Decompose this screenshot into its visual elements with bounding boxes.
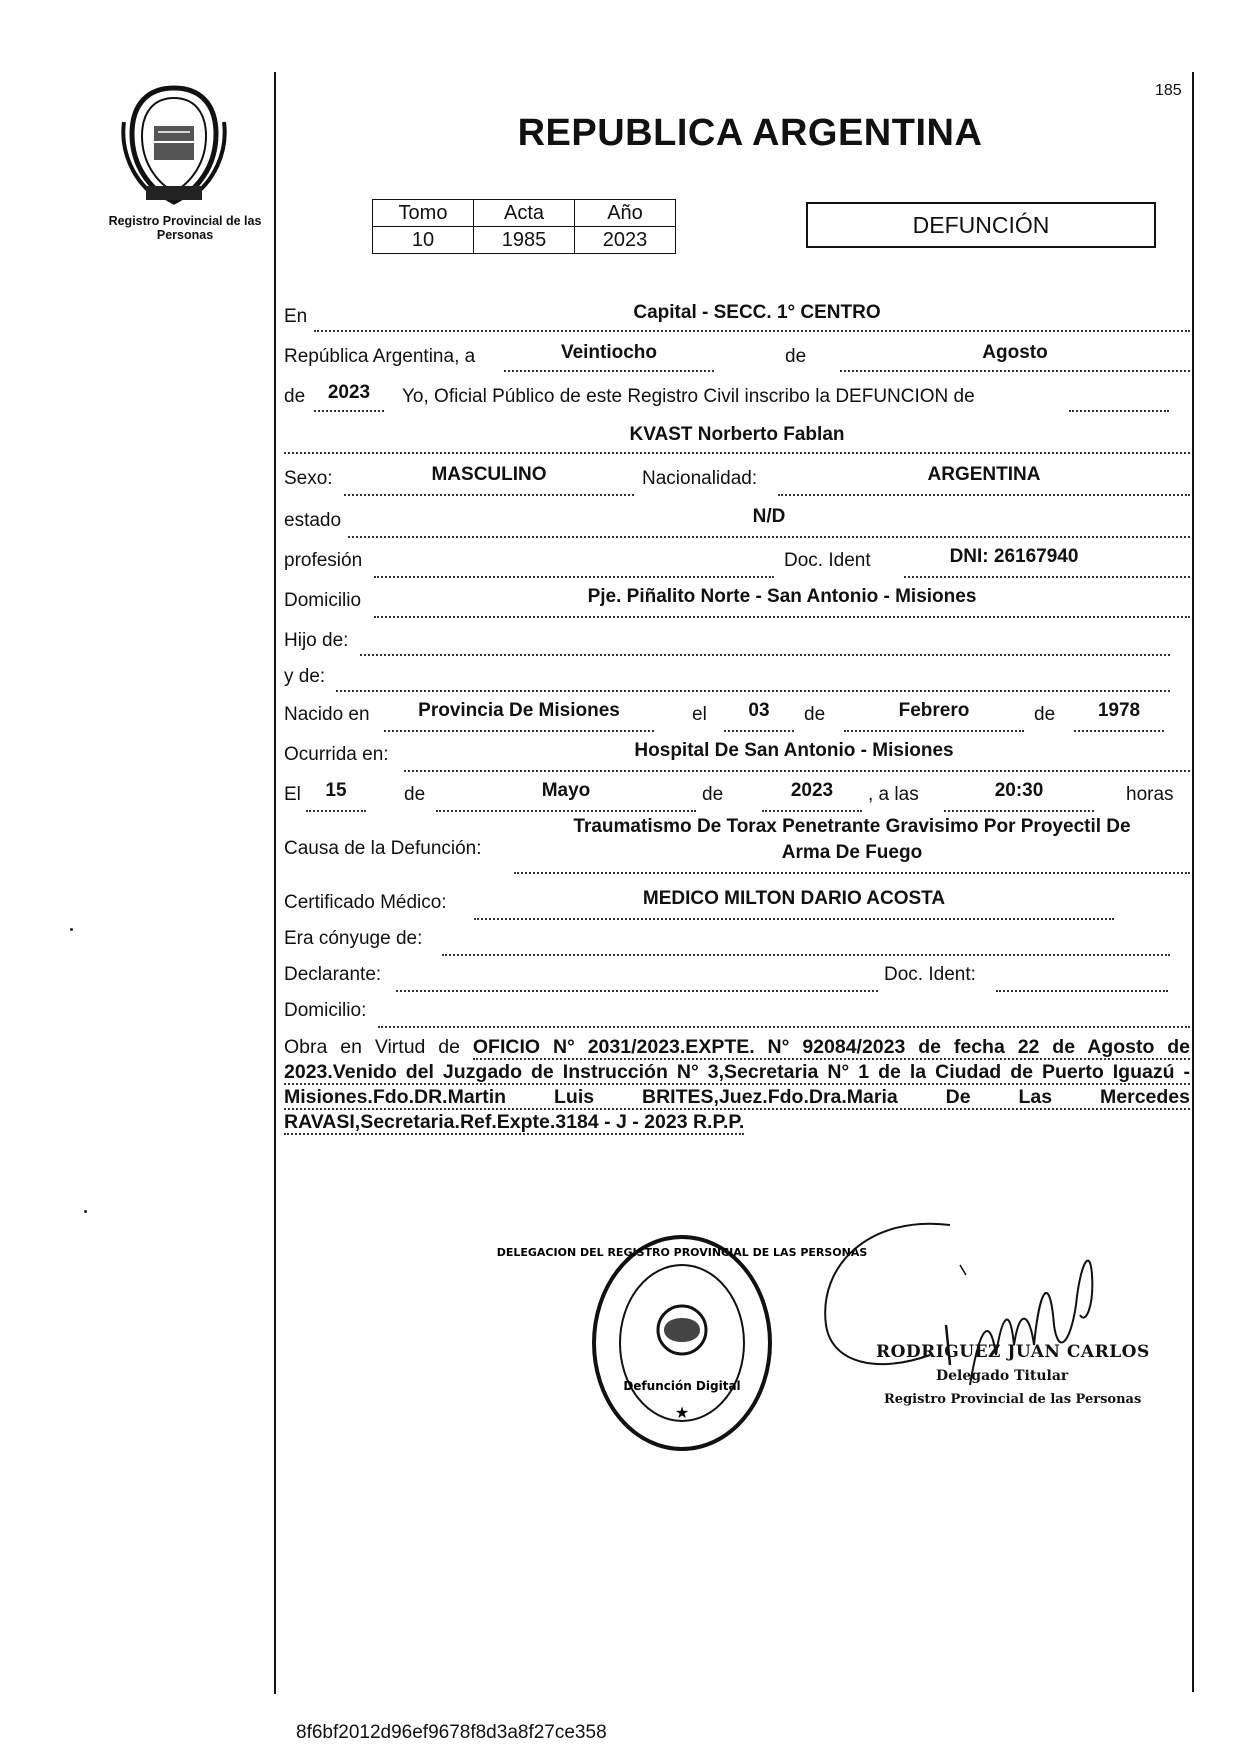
obra-paragraph	[284, 1035, 1190, 1135]
sexo-value: MASCULINO	[431, 464, 547, 485]
row-causa	[284, 814, 1190, 878]
right-margin-rule	[1192, 72, 1194, 1692]
dia-escrito: Veintiocho	[560, 342, 658, 363]
anio-registro: 2023	[327, 382, 371, 403]
acta-header: Acta	[474, 200, 575, 227]
row-hijo	[284, 622, 1190, 658]
svg-text:★: ★	[674, 1403, 690, 1422]
horas-label: horas	[1126, 784, 1174, 805]
doc-ident2-label: Doc. Ident:	[884, 964, 976, 985]
en-label: En	[284, 306, 308, 327]
row-domicilio	[284, 580, 1190, 616]
scan-speck	[70, 928, 73, 931]
anio-header: Año	[575, 200, 676, 227]
el-label: el	[692, 704, 707, 725]
document-type-box: DEFUNCIÓN	[806, 202, 1156, 248]
inscribo-text: Yo, Oficial Público de este Registro Civil inscribo la DEFUNCION de	[402, 386, 975, 407]
de-label-d: de	[404, 784, 426, 805]
nacido-label: Nacido en	[284, 704, 370, 725]
row-conyuge	[284, 920, 1190, 956]
signatory-name: RODRIGUEZ JUAN CARLOS	[876, 1342, 1150, 1362]
left-margin-rule	[274, 72, 276, 1694]
de-label-c: de	[1034, 704, 1056, 725]
mes-value: Agosto	[982, 342, 1048, 363]
profesion-label: profesión	[284, 550, 363, 571]
row-sexo	[284, 458, 1190, 494]
de-label: de	[785, 346, 807, 367]
row-ocurrida	[284, 734, 1190, 770]
republica-label: República Argentina, a	[284, 346, 476, 367]
acta-value: 1985	[474, 227, 575, 254]
nacionalidad-label: Nacionalidad:	[642, 468, 758, 489]
sexo-label: Sexo:	[284, 468, 333, 489]
certificado-label: Certificado Médico:	[284, 892, 447, 913]
def-mes: Mayo	[541, 780, 591, 801]
causa-label: Causa de la Defunción:	[284, 838, 482, 859]
row-inscribo	[284, 378, 1190, 414]
tomo-value: 10	[373, 227, 474, 254]
ocurrida-label: Ocurrida en:	[284, 744, 389, 765]
def-anio: 2023	[790, 780, 834, 801]
declarante-label: Declarante:	[284, 964, 382, 985]
stamp-inner-text: Defunción Digital	[623, 1379, 741, 1393]
row-estado	[284, 500, 1190, 536]
domicilio2-label: Domicilio:	[284, 1000, 367, 1021]
doc-ident-value: DNI: 26167940	[949, 546, 1079, 567]
row-profesion	[284, 540, 1190, 576]
conyuge-label: Era cónyuge de:	[284, 928, 423, 949]
row-nombre	[284, 418, 1190, 454]
row-en	[284, 298, 1190, 334]
scan-speck	[84, 1210, 87, 1213]
estado-label: estado	[284, 510, 342, 531]
registry-label: Registro Provincial de las Personas	[108, 214, 262, 242]
obra-text: OFICIO N° 2031/2023.EXPTE. N° 92084/2023 de fecha 22 de Agosto de 2023.Venido del Juzgado de Instrucción N° 3,Secretaria N° 1 de la Ciudad de Puerto Iguazú - Misiones.Fdo.DR.Martin Luis BRITES,Juez.Fdo.Dra.Maria De Las Mercedes RAVASI,Secretaria.Ref.Expte.3184 - J - 2023 R.P.P.	[284, 1036, 1191, 1133]
causa-line2: Arma De Fuego	[781, 842, 923, 863]
anio-value: 2023	[575, 227, 676, 254]
country-title: REPUBLICA ARGENTINA	[517, 112, 983, 154]
nacido-lugar: Provincia De Misiones	[418, 700, 620, 721]
nac-dia: 03	[748, 700, 770, 721]
el2-label: El	[284, 784, 301, 805]
certificado-value: MEDICO MILTON DARIO ACOSTA	[642, 888, 946, 909]
tomo-header: Tomo	[373, 200, 474, 227]
row-yde	[284, 658, 1190, 694]
row-fecha	[284, 338, 1190, 374]
page-number: 185	[1155, 82, 1182, 99]
nac-anio: 1978	[1097, 700, 1141, 721]
nac-mes: Febrero	[898, 700, 970, 721]
nacionalidad-value: ARGENTINA	[927, 464, 1041, 485]
de-label-e: de	[702, 784, 724, 805]
obra-prefix: Obra en Virtud de	[284, 1036, 460, 1058]
signatory-org: Registro Provincial de las Personas	[884, 1392, 1142, 1407]
row-certificado	[284, 882, 1190, 918]
domicilio-value: Pje. Piñalito Norte - San Antonio - Misiones	[587, 586, 977, 607]
de2-label: de	[284, 386, 306, 407]
handwritten-signature-icon	[810, 1205, 1150, 1445]
nombre-value: KVAST Norberto Fablan	[629, 424, 845, 445]
estado-value: N/D	[752, 506, 786, 527]
official-stamp-icon	[496, 1232, 868, 1454]
hijo-label: Hijo de:	[284, 630, 349, 651]
def-hora: 20:30	[994, 780, 1044, 801]
def-dia: 15	[325, 780, 347, 801]
misiones-emblem-icon	[118, 82, 230, 210]
stamp-ring-text: DELEGACION DEL REGISTRO PROVINCIAL DE LAS PERSONAS	[496, 1246, 868, 1259]
document-hash: 8f6bf2012d96ef9678f8d3a8f27ce358	[296, 1722, 607, 1743]
yde-label: y de:	[284, 666, 326, 687]
row-domicilio2	[284, 992, 1190, 1028]
record-id-table	[372, 199, 676, 254]
row-declarante	[284, 956, 1190, 992]
causa-line1: Traumatismo De Torax Penetrante Gravisimo Por Proyectil De	[573, 816, 1131, 837]
signatory-role: Delegado Titular	[936, 1368, 1069, 1384]
row-nacido	[284, 694, 1190, 730]
en-value: Capital - SECC. 1° CENTRO	[633, 302, 881, 323]
alas-label: , a las	[868, 784, 919, 805]
row-fecha-defuncion	[284, 774, 1190, 810]
doc-ident-label: Doc. Ident	[784, 550, 871, 571]
ocurrida-lugar: Hospital De San Antonio - Misiones	[634, 740, 954, 761]
domicilio-label: Domicilio	[284, 590, 362, 611]
de-label-b: de	[804, 704, 826, 725]
